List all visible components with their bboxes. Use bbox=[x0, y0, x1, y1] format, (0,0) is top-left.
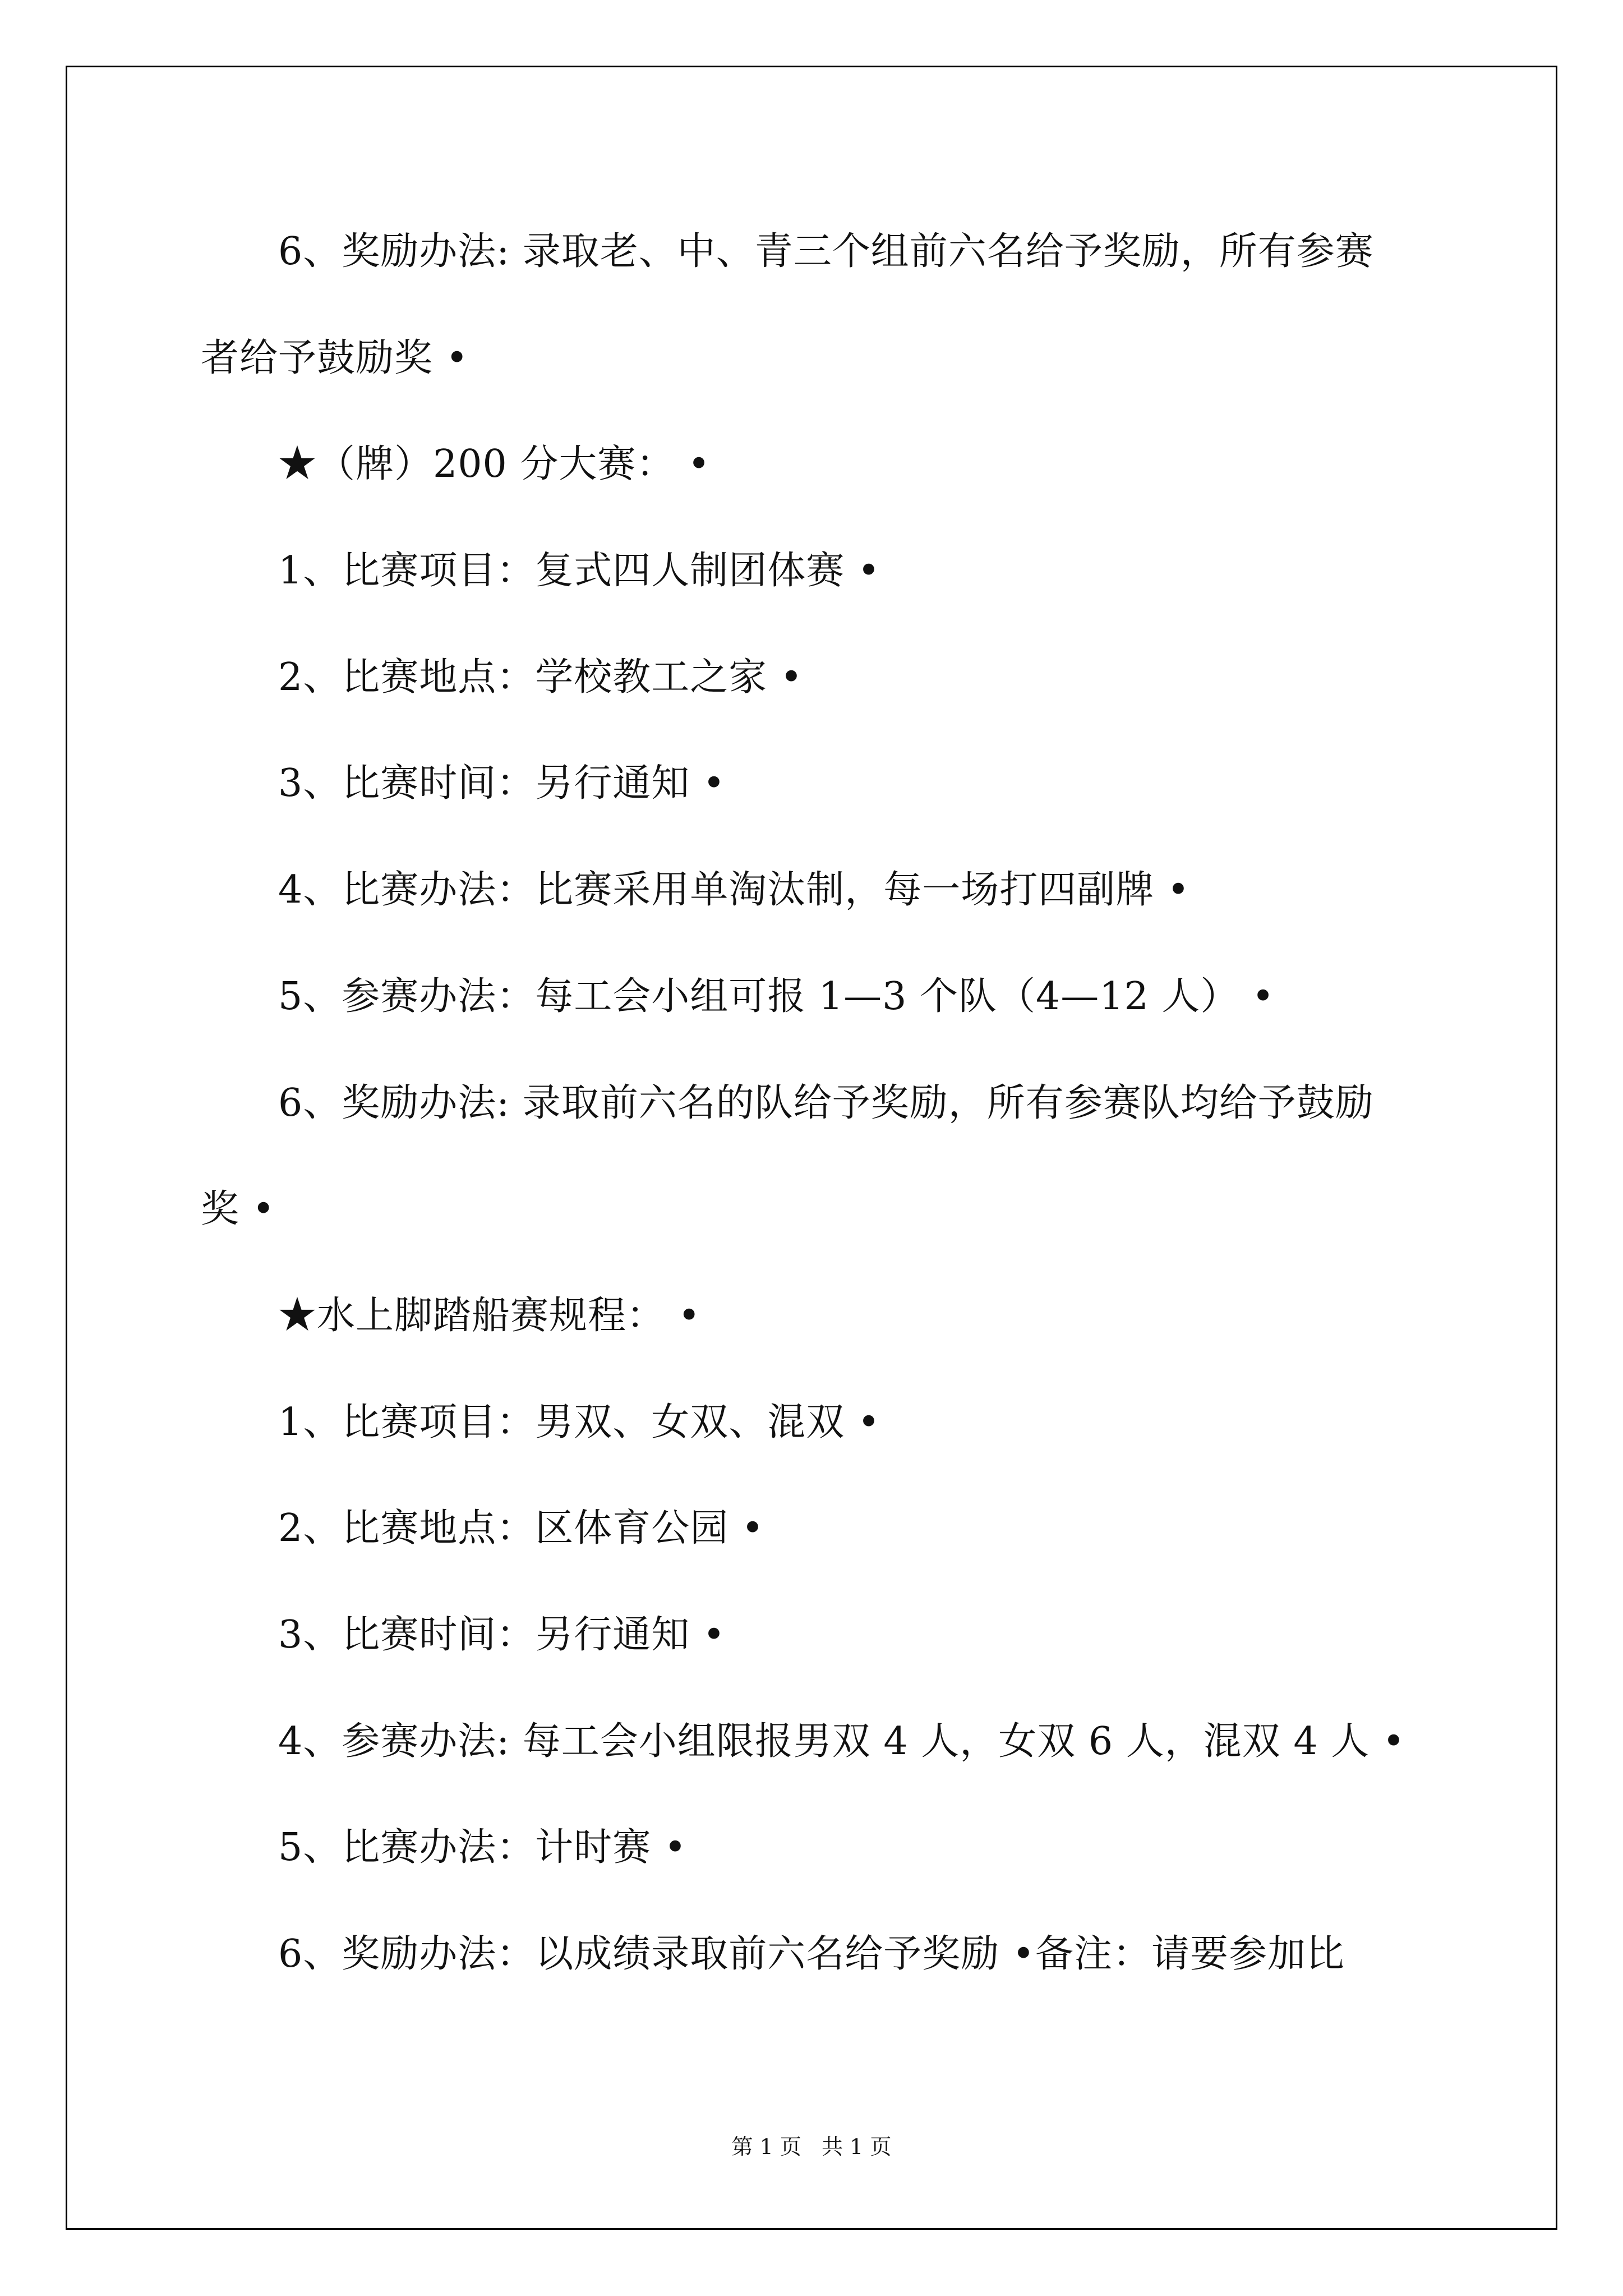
document-body bbox=[201, 199, 1457, 2008]
doc-line: 4、参赛办法: 每工会小组限报男双 4 人，女双 6 人，混双 4 人 • bbox=[278, 1719, 1405, 1764]
doc-line: 6、奖励办法: 录取前六名的队给予奖励，所有参赛队均给予鼓励 bbox=[278, 1080, 1374, 1125]
doc-line: 6、奖励办法：以成绩录取前六名给予奖励 •备注：请要参加比 bbox=[278, 1932, 1345, 1976]
doc-line: 4、比赛办法：比赛采用单淘汰制，每一场打四副牌 • bbox=[278, 868, 1190, 913]
doc-line: 1、比赛项目：男双、女双、混双 • bbox=[278, 1400, 880, 1444]
doc-line: 3、比赛时间：另行通知 • bbox=[278, 761, 726, 806]
doc-line: 2、比赛地点：区体育公园 • bbox=[278, 1506, 764, 1551]
page-number-footer: 第 1 页 共 1 页 bbox=[731, 2134, 892, 2159]
doc-line: 6、奖励办法: 录取老、中、青三个组前六名给予奖励，所有参赛 bbox=[278, 229, 1374, 274]
doc-line: 5、比赛办法：计时赛 • bbox=[278, 1825, 687, 1870]
section-heading: ★（牌）200 分大赛： • bbox=[278, 442, 711, 487]
doc-line: 3、比赛时间：另行通知 • bbox=[278, 1612, 726, 1657]
doc-line: 奖 • bbox=[201, 1187, 275, 1232]
doc-line: 5、参赛办法：每工会小组可报 1—3 个队（4—12 人） • bbox=[278, 974, 1275, 1019]
section-heading: ★水上脚踏船赛规程： • bbox=[278, 1293, 701, 1338]
doc-line: 2、比赛地点：学校教工之家 • bbox=[278, 655, 803, 700]
doc-line: 者给予鼓励奖 • bbox=[201, 335, 469, 380]
doc-line: 1、比赛项目：复式四人制团体赛 • bbox=[278, 549, 880, 593]
